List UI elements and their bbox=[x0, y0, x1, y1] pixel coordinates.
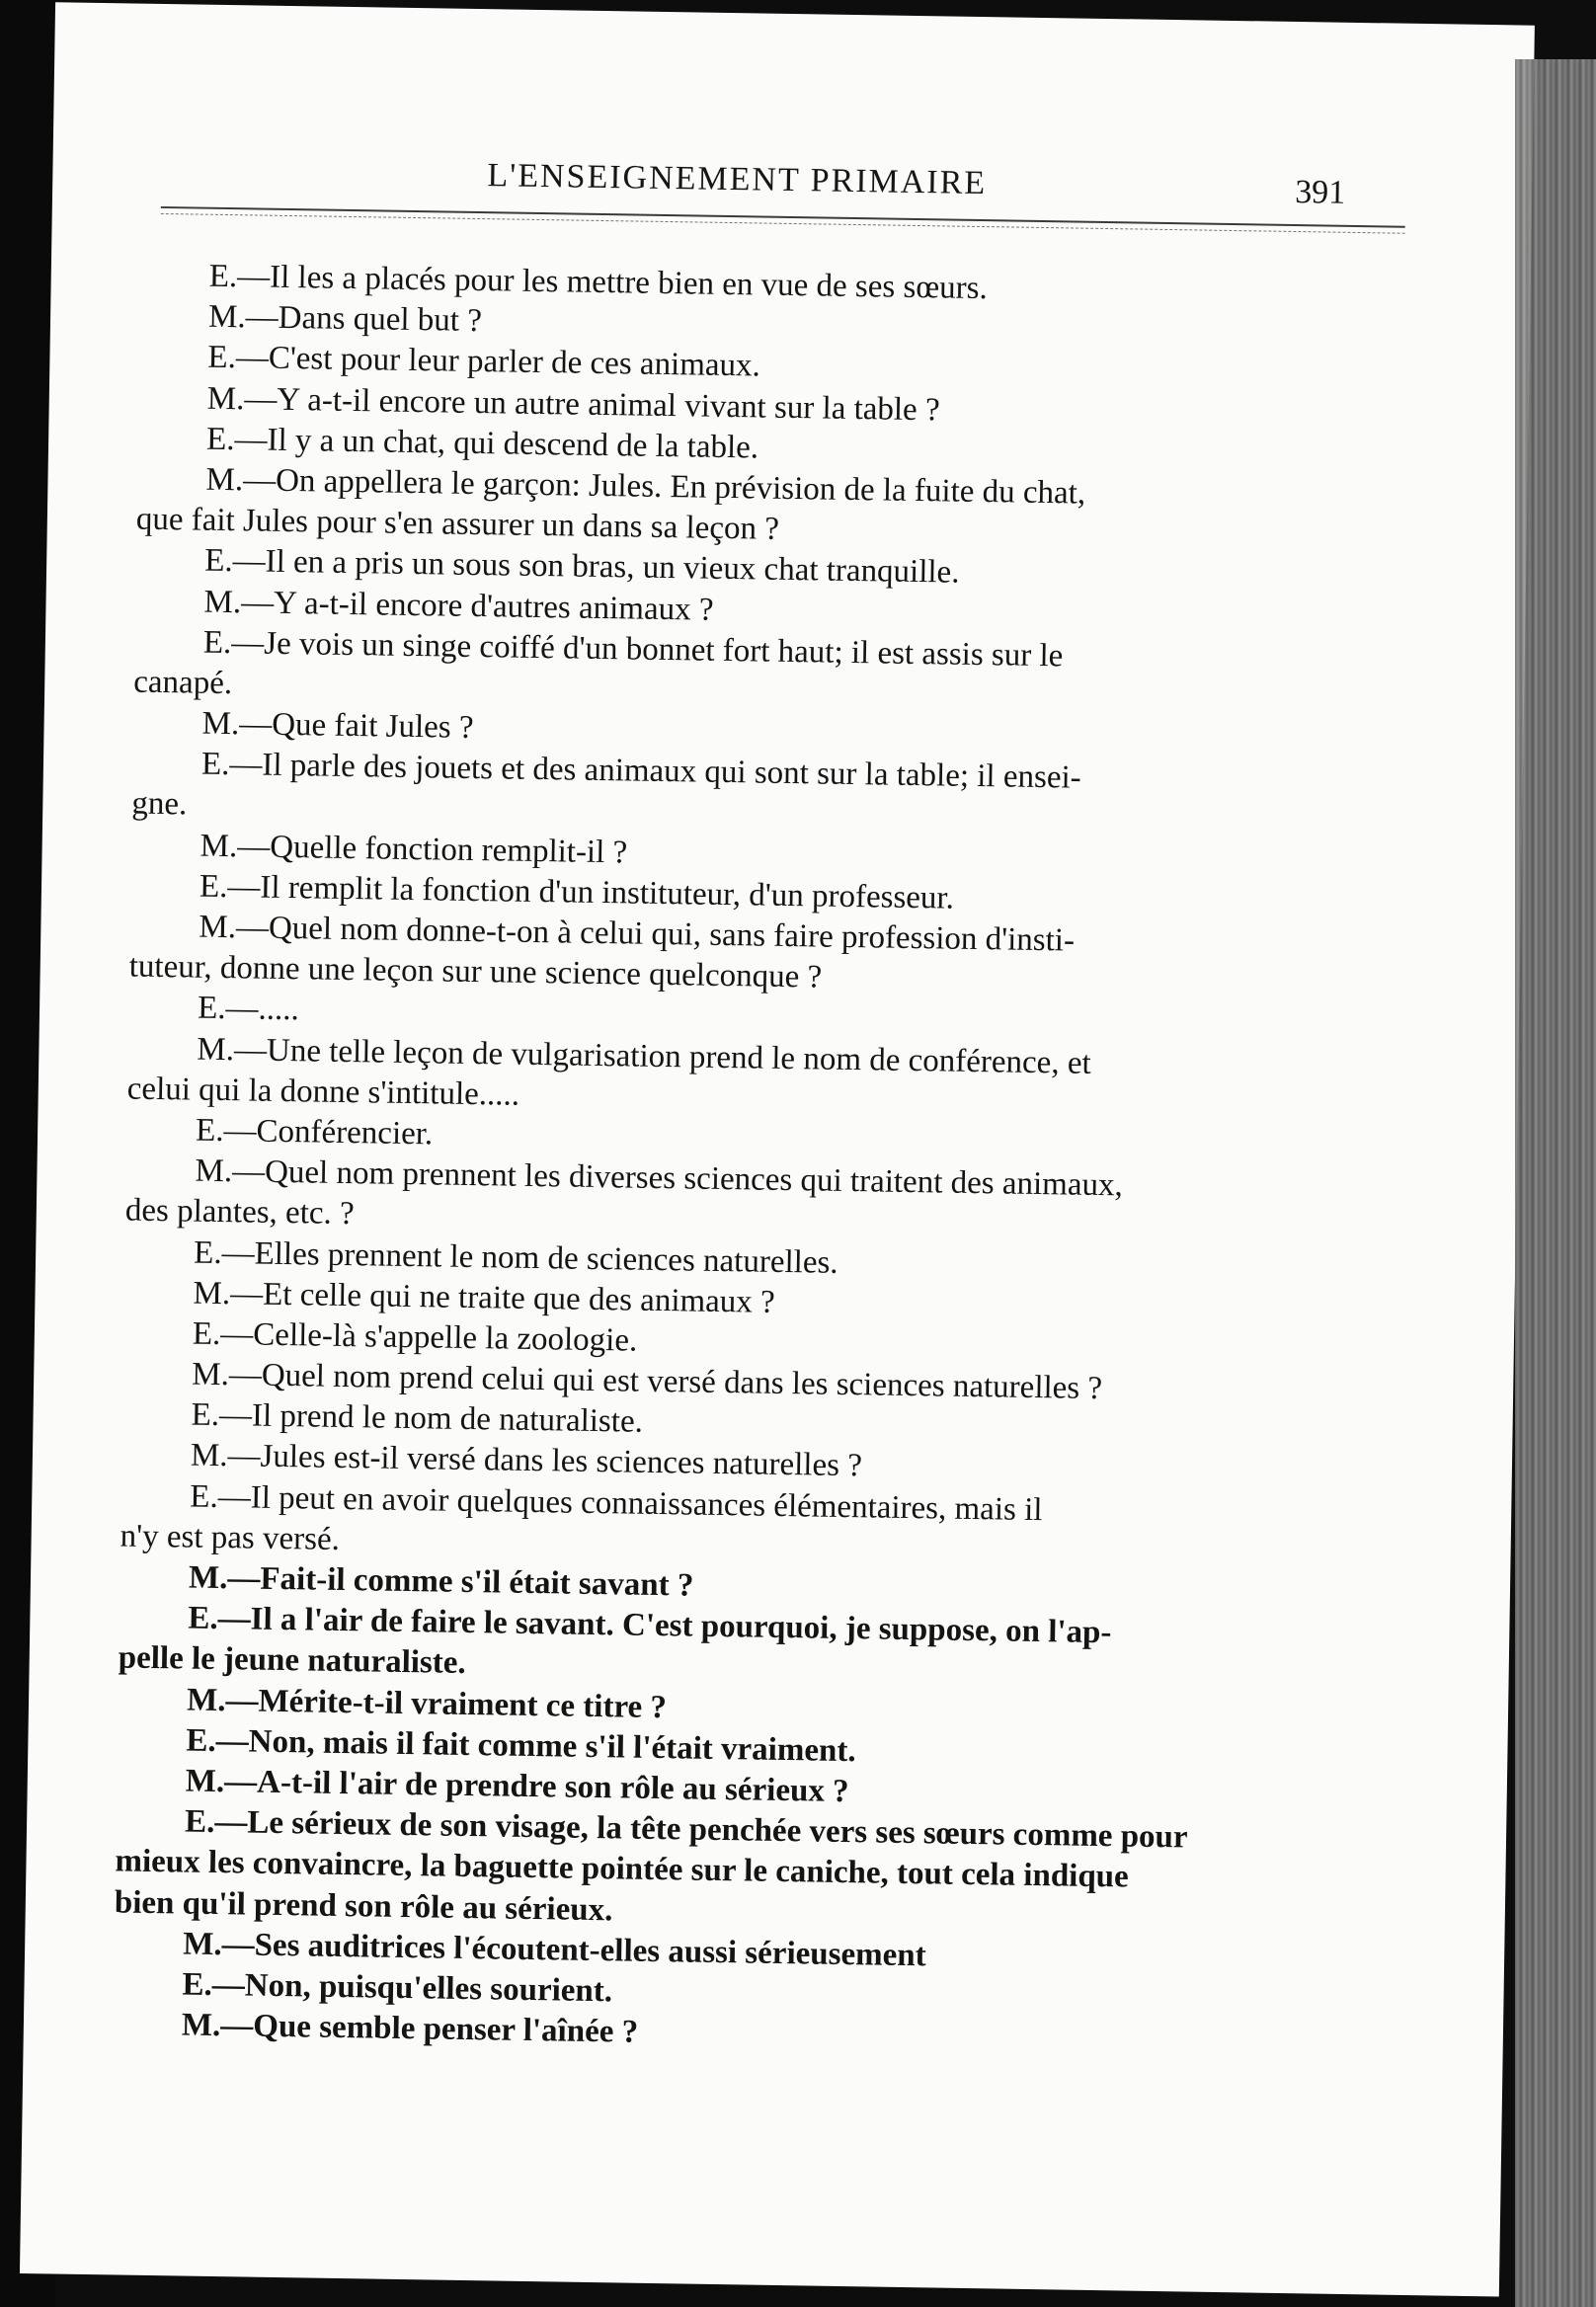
text-line: E.—Il parle des jouets et des animaux qui sont sur la table; il ensei- bbox=[200, 746, 1081, 796]
text-line: M.—Une telle leçon de vulgarisation prend le nom de conférence, et bbox=[197, 1031, 1091, 1081]
text-line: celui qui la donne s'intitule..... bbox=[126, 1071, 520, 1113]
text-line: M.—Quel nom donne-t-on à celui qui, sans faire profession d'insti- bbox=[199, 909, 1076, 959]
text-line: n'y est pas versé. bbox=[120, 1518, 341, 1557]
text-line: M.—Jules est-il versé dans les sciences naturelles ? bbox=[190, 1438, 863, 1484]
text-line: E.—Je vois un singe coiffé d'un bonnet fort haut; il est assis sur le bbox=[202, 624, 1064, 675]
text-line: M.—Quel nom prennent les diverses sciences qui traitent des animaux, bbox=[195, 1153, 1124, 1204]
text-line: M.—A-t-il l'air de prendre son rôle au sérieux ? bbox=[185, 1763, 849, 1810]
text-line: E.—Il prend le nom de naturaliste. bbox=[191, 1396, 644, 1441]
text-line: bien qu'il prend son rôle au sérieux. bbox=[114, 1883, 613, 1928]
text-line: M.—Quel nom prend celui qui est versé dans les sciences naturelles ? bbox=[192, 1356, 1103, 1407]
text-line: E.—Il a l'air de faire le savant. C'est pourquoi, je suppose, on l'ap- bbox=[188, 1600, 1112, 1651]
text-line: canapé. bbox=[133, 664, 233, 702]
text-line: E.—Il peut en avoir quelques connaissances élémentaires, mais il bbox=[190, 1478, 1043, 1528]
text-line: M.—Quelle fonction remplit-il ? bbox=[200, 828, 628, 871]
text-line: tuteur, donne une leçon sur une science quelconque ? bbox=[128, 948, 823, 995]
text-line: M.—Que fait Jules ? bbox=[201, 705, 474, 747]
text-line: E.—Le sérieux de son visage, la tête penchée vers ses sœurs comme pour bbox=[184, 1803, 1188, 1856]
text-line: M.—Et celle qui ne traite que des animaux ? bbox=[193, 1275, 776, 1320]
text-line: pelle le jeune naturaliste. bbox=[118, 1639, 466, 1682]
text-line: E.—Non, mais il fait comme s'il l'était vraiment. bbox=[186, 1722, 856, 1769]
dialogue-text bbox=[113, 256, 1345, 2064]
text-line: E.—Il en a pris un sous son bras, un vieux chat tranquille. bbox=[203, 542, 960, 591]
text-line: des plantes, etc. ? bbox=[124, 1192, 355, 1233]
page-header bbox=[52, 150, 1532, 213]
text-line: M.—Y a-t-il encore d'autres animaux ? bbox=[203, 584, 714, 628]
running-title: L'ENSEIGNEMENT PRIMAIRE bbox=[487, 157, 988, 202]
text-line: E.—Non, puisqu'elles sourient. bbox=[182, 1966, 613, 2010]
text-line: M.—On appellera le garçon: Jules. En prévision de la fuite du chat, bbox=[205, 461, 1086, 512]
page-number: 391 bbox=[1294, 173, 1346, 211]
text-line: M.—Dans quel but ? bbox=[207, 298, 483, 340]
text-line: E.—Il les a placés pour les mettre bien en vue de ses sœurs. bbox=[208, 258, 989, 307]
text-line: M.—Que semble penser l'aînée ? bbox=[181, 2007, 639, 2050]
text-line: M.—Y a-t-il encore un autre animal vivant sur la table ? bbox=[206, 380, 940, 428]
text-line: M.—Ses auditrices l'écoutent-elles aussi sérieusement bbox=[182, 1926, 926, 1974]
text-line: mieux les convaincre, la baguette pointée sur le caniche, tout cela indique bbox=[115, 1843, 1129, 1895]
text-line: E.—..... bbox=[197, 991, 300, 1028]
book-page bbox=[20, 2, 1535, 2296]
text-line: E.—Conférencier. bbox=[195, 1112, 434, 1153]
text-line: E.—Il y a un chat, qui descend de la table. bbox=[205, 421, 759, 466]
text-line: que fait Jules pour s'en assurer un dans sa leçon ? bbox=[135, 501, 780, 547]
text-line: M.—Mérite-t-il vraiment ce titre ? bbox=[186, 1682, 668, 1725]
text-line: M.—Fait-il comme s'il était savant ? bbox=[188, 1559, 694, 1604]
text-line: E.—Elles prennent le nom de sciences naturelles. bbox=[193, 1234, 838, 1281]
text-line: gne. bbox=[131, 785, 188, 823]
text-line: E.—Il remplit la fonction d'un instituteur, d'un professeur. bbox=[199, 868, 955, 916]
text-line: E.—Celle-là s'appelle la zoologie. bbox=[192, 1315, 638, 1359]
text-line: E.—C'est pour leur parler de ces animaux. bbox=[207, 340, 761, 384]
page-edges bbox=[1515, 59, 1596, 2307]
